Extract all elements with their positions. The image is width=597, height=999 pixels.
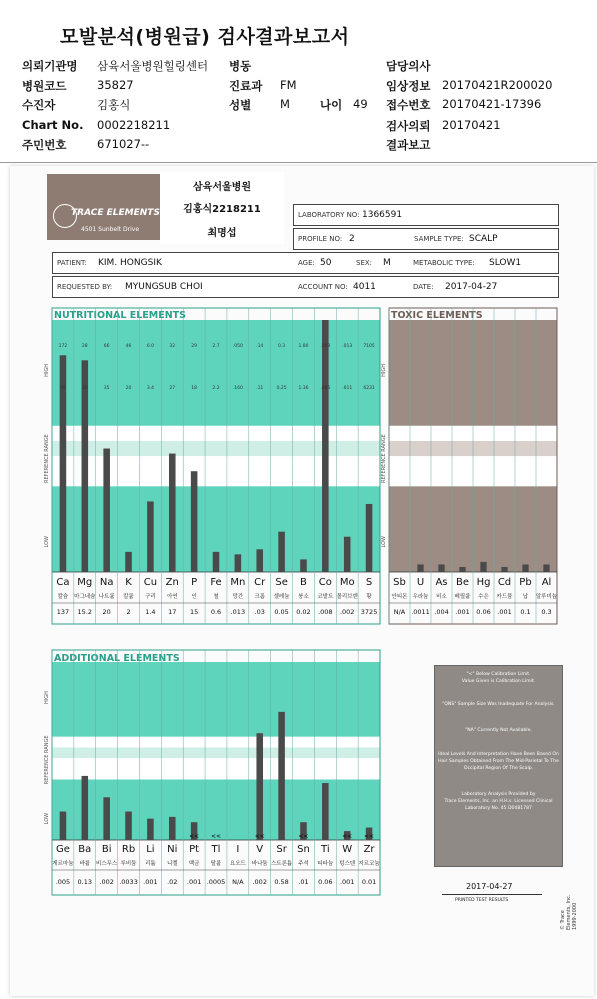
panel-title: NUTRITIONAL ELEMENTS — [54, 310, 186, 321]
element-symbol: Co — [318, 577, 332, 588]
element-value: 0.6 — [210, 608, 222, 616]
tick-label: 20 — [125, 386, 132, 391]
value-chart-no: 0002218211 — [97, 118, 171, 132]
bar-bi — [103, 797, 110, 840]
metabolic-label: METABOLIC TYPE: — [413, 259, 475, 267]
element-value: .0011 — [411, 608, 430, 616]
element-value: 3725 — [360, 608, 378, 616]
element-symbol: Pb — [519, 577, 532, 588]
element-value: .004 — [434, 608, 449, 616]
label-receipt-no: 접수번호 — [386, 98, 431, 112]
element-symbol: Hg — [476, 577, 491, 588]
bar-b — [300, 559, 307, 572]
element-value: .01 — [298, 878, 309, 886]
element-symbol: Pt — [189, 844, 200, 855]
element-symbol: Ni — [167, 844, 178, 855]
element-korean: 납 — [522, 594, 529, 600]
element-korean: 철 — [213, 594, 219, 600]
panel-title: ADDITIONAL ELEMENTS — [54, 653, 180, 664]
sex-label: SEX: — [356, 259, 373, 267]
below-limit-marker: << — [298, 833, 309, 840]
bar-al — [543, 564, 549, 572]
element-symbol: W — [342, 844, 353, 855]
tick-label: .160 — [232, 386, 243, 391]
bar-u — [417, 564, 423, 572]
bar-co — [322, 320, 329, 572]
bar-pb — [522, 564, 528, 572]
panel-title: TOXIC ELEMENTS — [391, 310, 483, 321]
label-request-date: 검사의뢰 — [386, 119, 431, 133]
element-korean: 베릴륨 — [454, 594, 471, 600]
tick-label: 6.0 — [146, 344, 154, 349]
sample-type-label: SAMPLE TYPE: — [414, 235, 464, 243]
element-symbol: P — [191, 577, 198, 588]
logo-text: TRACE ELEMENTS — [71, 208, 160, 218]
element-value: .005 — [55, 878, 71, 886]
requested-value: MYUNGSUB CHOI — [125, 282, 203, 292]
high-band — [52, 320, 380, 426]
element-korean: 망간 — [232, 594, 244, 600]
copyright-text: © Trace Elements, Inc. 1999-2000 — [560, 894, 578, 930]
element-korean: 코발트 — [317, 594, 334, 600]
value-department: FM — [280, 78, 297, 92]
bar-ge — [60, 812, 67, 840]
sample-type-value: SCALP — [469, 234, 498, 244]
label-sex: 성별 — [229, 98, 252, 112]
patient-value: KIM. HONGSIK — [98, 258, 162, 268]
tick-label: 32 — [169, 344, 176, 349]
bar-li — [147, 819, 154, 840]
note-5: Ideal Levels And Interpretation Have Been Based On — [438, 752, 559, 757]
note-1: "<" Below Calibration Limit. — [466, 672, 531, 677]
tick-label: 46 — [125, 344, 132, 349]
value-patient: 김홍식 — [97, 98, 131, 112]
note-2: Value Given is Calibration Limit. — [461, 679, 536, 684]
element-value: .03 — [254, 608, 265, 616]
element-korean: 카드뮴 — [496, 594, 513, 600]
note-7: Occipital Region Of The Scalp. — [463, 766, 534, 771]
value-sex: M — [280, 97, 290, 111]
lab-no-value: 1366591 — [362, 210, 403, 220]
low-band — [52, 779, 380, 840]
element-symbol: Tl — [211, 844, 221, 855]
legend-notes-box — [434, 665, 563, 867]
signature-line — [442, 894, 542, 895]
element-symbol: Cd — [497, 577, 512, 588]
element-value: .02 — [167, 878, 178, 886]
value-receipt-no: 20170421-17396 — [442, 97, 542, 111]
tick-label: 2.7 — [212, 344, 220, 349]
tick-label: 7105 — [363, 344, 375, 349]
element-korean: 백금 — [188, 861, 200, 867]
element-symbol: Fe — [210, 577, 222, 588]
tick-label: 172 — [58, 344, 68, 349]
range-label-ref: REFERENCE RANGE — [44, 735, 50, 785]
note-3: "QNS" Sample Size Was Inadequate For Analysis. — [442, 702, 555, 707]
bar-cd — [501, 567, 507, 572]
element-symbol: Sr — [276, 844, 287, 855]
tick-label: 92 — [60, 386, 66, 391]
note-6: Hair Samples Obtained From The Mid-Parietal To The — [438, 759, 559, 764]
element-korean: 탈륨 — [210, 861, 222, 867]
date-label: DATE: — [413, 283, 434, 291]
element-korean: 비소 — [436, 594, 447, 600]
below-limit-marker: << — [210, 833, 222, 840]
bar-cu — [147, 501, 154, 572]
tick-label: 28 — [81, 344, 88, 349]
element-symbol: Li — [146, 844, 155, 855]
element-value: 0.02 — [296, 608, 311, 616]
label-clinical-info: 임상정보 — [386, 79, 431, 93]
range-label-low: LOW — [381, 536, 387, 548]
element-korean: 칼륨 — [123, 594, 134, 600]
patient-label: PATIENT: — [57, 259, 87, 267]
bar-mo — [344, 537, 351, 572]
tick-label: .013 — [342, 344, 353, 349]
element-korean: 리튬 — [145, 861, 156, 867]
tick-label: 0.25 — [276, 386, 287, 391]
bar-be — [459, 567, 465, 572]
element-value: .001 — [497, 608, 512, 616]
tick-label: .003 — [320, 344, 331, 349]
bar-ni — [169, 817, 176, 840]
element-value: 15.2 — [77, 608, 93, 616]
element-symbol: S — [365, 577, 373, 588]
lab-no-label: LABORATORY NO: — [298, 211, 360, 219]
requested-label: REQUESTED BY: — [57, 283, 113, 291]
below-limit-marker: << — [364, 833, 375, 840]
element-value: .0033 — [119, 878, 138, 886]
tick-label: .050 — [232, 344, 243, 349]
label-resident-no: 주민번호 — [22, 138, 67, 152]
element-korean: 크롬 — [254, 594, 266, 600]
range-label-low: LOW — [44, 536, 50, 548]
bar-na — [103, 449, 110, 572]
bar-zn — [169, 454, 176, 572]
element-value: .001 — [455, 608, 470, 616]
element-korean: 붕소 — [298, 594, 309, 600]
element-symbol: Cr — [254, 577, 266, 588]
profile-value: 2 — [349, 234, 355, 244]
element-korean: 요오드 — [229, 861, 246, 867]
sticker-line-1: 삼육서울병원 — [193, 182, 251, 193]
signature-date: 2017-04-27 — [466, 882, 513, 891]
tick-label: .14 — [256, 344, 264, 349]
sticker-line-2: 김홍식2218211 — [183, 204, 261, 215]
element-symbol: B — [300, 577, 307, 588]
range-label-ref: REFERENCE RANGE — [44, 434, 50, 483]
element-korean: 아연 — [166, 594, 178, 600]
element-symbol: Sb — [393, 577, 406, 588]
reference-inner-band — [52, 747, 380, 758]
element-korean: 인 — [191, 594, 197, 600]
range-label-high: HIGH — [44, 363, 50, 377]
report-title: 모발분석(병원급) 검사결과보고서 — [60, 26, 350, 48]
element-symbol: Sn — [297, 844, 310, 855]
element-korean: 루비듐 — [120, 861, 137, 867]
below-limit-marker: << — [189, 833, 200, 840]
bar-ti — [322, 783, 329, 840]
element-value: .001 — [339, 878, 355, 886]
element-symbol: Mo — [339, 577, 355, 588]
label-doctor: 담당의사 — [386, 59, 431, 73]
note-4: "NA" Currently Not Available. — [465, 728, 532, 733]
element-symbol: Na — [99, 577, 114, 588]
element-symbol: Mg — [77, 577, 93, 588]
element-korean: 바나듐 — [251, 861, 268, 867]
tick-label: 0.3 — [278, 344, 286, 349]
element-value: .002 — [339, 608, 355, 616]
note-9: Trace Elements, Inc. an H.H.s. Licensed Clinical — [444, 799, 553, 804]
range-label-high: HIGH — [44, 691, 50, 705]
bar-as — [438, 564, 444, 572]
reference-band — [52, 426, 380, 486]
element-korean: 바륨 — [79, 861, 91, 867]
element-value: 0.3 — [541, 608, 552, 616]
element-value: 0.1 — [520, 608, 531, 616]
element-value: .001 — [186, 878, 202, 886]
element-korean: 셀레늄 — [273, 594, 290, 600]
tick-label: 6231 — [363, 386, 375, 391]
bar-fe — [213, 552, 220, 572]
element-symbol: Se — [275, 577, 288, 588]
element-symbol: Be — [455, 577, 470, 588]
element-value: .0005 — [206, 878, 226, 886]
element-symbol: Ti — [321, 844, 330, 855]
logo-address: 4501 Sunbelt Drive — [81, 226, 140, 233]
tick-label: 18 — [191, 386, 198, 391]
note-8: Laboratory Analysis Provided by — [461, 792, 536, 797]
high-band — [52, 662, 380, 737]
label-chart-no: Chart No. — [22, 118, 84, 132]
tick-label: 35 — [103, 386, 110, 391]
element-value: .001 — [143, 878, 158, 886]
label-institution: 의뢰기관명 — [22, 59, 78, 73]
element-korean: 텅스텐 — [339, 861, 356, 867]
element-symbol: Rb — [121, 844, 136, 855]
bar-mg — [82, 360, 89, 572]
tick-label: 3.4 — [146, 386, 154, 391]
value-request-date: 20170421 — [442, 118, 501, 132]
element-korean: 몰리브덴 — [336, 594, 358, 600]
element-value: 2 — [126, 608, 131, 616]
element-korean: 비스무스 — [96, 861, 118, 867]
element-korean: 수은 — [478, 594, 489, 600]
element-korean: 주석 — [298, 861, 309, 867]
label-result-report: 결과보고 — [386, 138, 431, 152]
range-label-high: HIGH — [381, 363, 387, 377]
element-value: 0.01 — [361, 878, 377, 886]
element-symbol: Bi — [101, 844, 112, 855]
range-label-low: LOW — [44, 812, 50, 825]
value-hospital-code: 35827 — [97, 78, 134, 92]
element-korean: 황 — [366, 594, 372, 600]
element-symbol: K — [125, 577, 132, 588]
element-symbol: U — [416, 577, 425, 588]
bar-hg — [480, 562, 486, 572]
metabolic-value: SLOW1 — [489, 258, 522, 268]
note-10: Laboratory No. 45 D0481787 — [465, 806, 532, 811]
range-label-ref: REFERENCE RANGE — [381, 434, 387, 483]
element-value: 15 — [189, 608, 199, 616]
element-value: N/A — [232, 878, 244, 886]
element-value: 137 — [56, 608, 70, 616]
element-value: N/A — [393, 608, 406, 616]
bar-cr — [256, 549, 263, 572]
tick-label: .11 — [256, 386, 264, 391]
element-value: .008 — [318, 608, 333, 616]
tick-label: 1.36 — [298, 386, 309, 391]
element-korean: 나트륨 — [98, 594, 115, 600]
element-korean: 안티몬 — [391, 594, 408, 600]
element-symbol: Ba — [78, 844, 92, 855]
element-symbol: Zr — [363, 844, 375, 855]
value-institution: 삼육서울병원힐링센터 — [97, 59, 209, 73]
element-value: 0.58 — [274, 878, 289, 886]
age-value: 50 — [320, 258, 332, 268]
element-value: .002 — [99, 878, 114, 886]
below-limit-marker: << — [254, 833, 265, 840]
label-ward: 병동 — [229, 59, 252, 73]
sticker-line-3: 최명섭 — [207, 228, 237, 239]
element-symbol: Mn — [230, 577, 246, 588]
tick-label: .011 — [342, 386, 353, 391]
value-resident-no: 671027-- — [97, 137, 150, 151]
element-symbol: I — [236, 844, 240, 855]
tick-label: 29 — [191, 344, 198, 349]
element-symbol: Cu — [143, 577, 158, 588]
element-symbol: As — [435, 577, 448, 588]
age-label: AGE: — [298, 259, 315, 267]
date-value: 2017-04-27 — [445, 282, 498, 292]
bar-k — [125, 552, 132, 572]
element-symbol: Ge — [55, 844, 70, 855]
element-symbol: Al — [541, 577, 552, 588]
element-korean: 스트론튬 — [270, 861, 293, 867]
element-value: .013 — [230, 608, 246, 616]
sex-value: M — [383, 258, 391, 268]
bar-sr — [278, 712, 285, 840]
element-value: 20 — [102, 608, 111, 616]
tick-label: 1.80 — [298, 344, 309, 349]
element-value: 0.05 — [274, 608, 289, 616]
tick-label: 66 — [103, 344, 110, 349]
reference-inner-band — [52, 441, 380, 456]
element-korean: 티타늄 — [317, 861, 334, 867]
tick-label: .005 — [320, 386, 331, 391]
element-korean: 구리 — [145, 594, 156, 600]
element-symbol: Zn — [165, 577, 179, 588]
element-symbol: V — [256, 844, 264, 855]
label-hospital-code: 병원코드 — [22, 79, 67, 93]
bar-p — [191, 471, 198, 572]
label-patient: 수진자 — [22, 98, 56, 112]
account-label: ACCOUNT NO: — [298, 283, 348, 291]
bar-rb — [125, 812, 132, 840]
element-korean: 알루미늄 — [535, 594, 558, 600]
tick-label: 2.2 — [212, 386, 220, 391]
element-korean: 우라늄 — [412, 594, 429, 600]
element-value: 0.13 — [77, 878, 93, 886]
element-value: 0.06 — [476, 608, 491, 616]
bar-ba — [82, 776, 89, 840]
bar-se — [278, 532, 285, 572]
signature-caption: PRINTED TEST RESULTS — [455, 898, 509, 903]
element-korean: 지르코늄 — [358, 861, 380, 867]
profile-label: PROFILE NO: — [298, 235, 343, 243]
bar-mn — [235, 554, 242, 572]
element-korean: 니켈 — [166, 861, 178, 867]
element-value: 1.4 — [145, 608, 156, 616]
element-korean: 게르마늄 — [52, 861, 74, 867]
bar-s — [366, 504, 373, 572]
element-value: .002 — [252, 878, 267, 886]
tick-label: 27 — [169, 386, 176, 391]
element-korean: 칼슘 — [57, 594, 69, 600]
below-limit-marker: << — [342, 833, 353, 840]
bar-v — [256, 733, 263, 840]
value-age: 49 — [353, 97, 368, 111]
element-korean: 마그네슘 — [74, 594, 96, 600]
value-clinical-info: 20170421R200020 — [442, 78, 553, 92]
account-value: 4011 — [353, 282, 376, 292]
element-value: 17 — [168, 608, 177, 616]
element-value: 0.06 — [318, 878, 333, 886]
label-department: 진료과 — [229, 79, 263, 93]
label-age: 나이 — [320, 98, 343, 112]
element-symbol: Ca — [56, 577, 70, 588]
tick-label: 16 — [81, 386, 88, 391]
